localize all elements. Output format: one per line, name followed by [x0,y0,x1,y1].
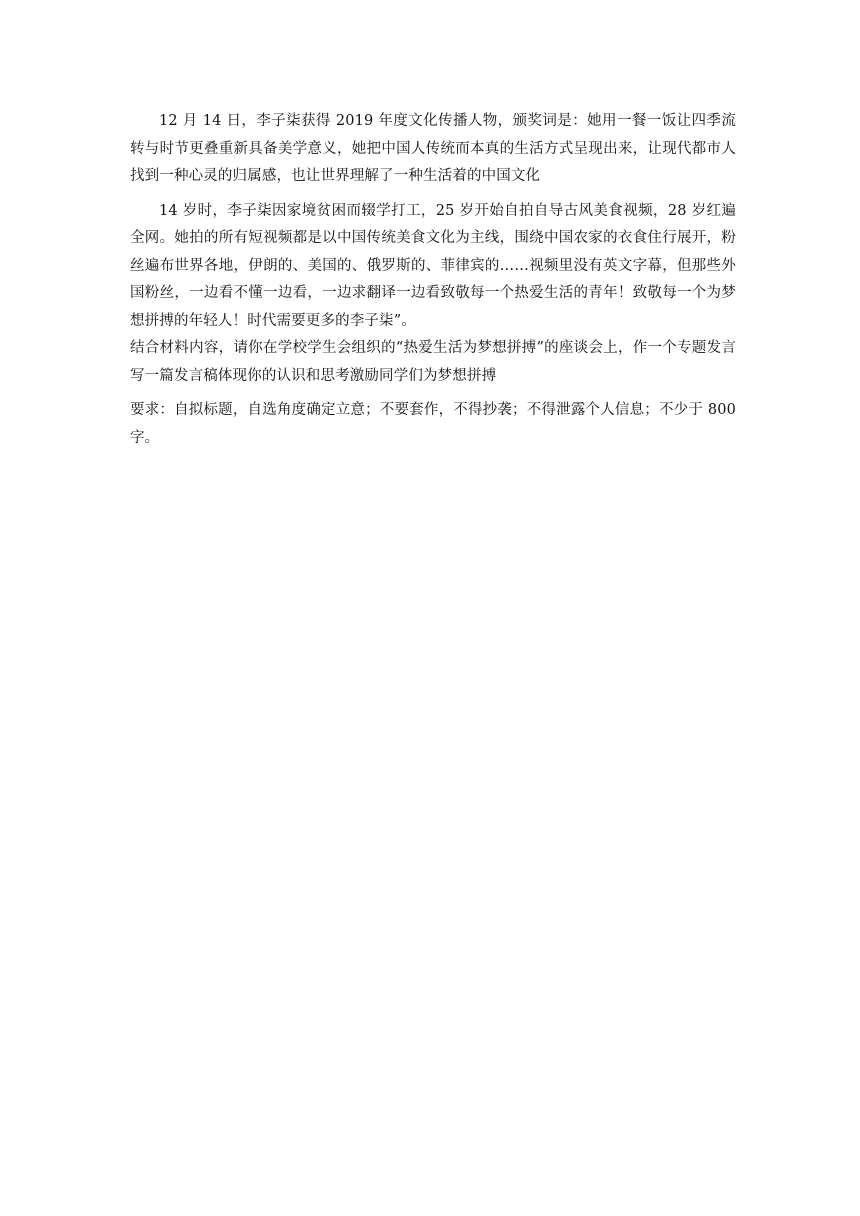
paragraph-spacer [130,191,736,198]
document-body [130,108,736,452]
writing-prompt: 结合材料内容，请你在学校学生会组织的“热爱生活为梦想拼搏”的座谈会上，作一个专题发言写一篇发言稿体现你的认识和思考激励同学们为梦想拼搏 [130,340,736,384]
material-paragraph-biography: 14 岁时，李子柒因家境贫困而辍学打工，25 岁开始自拍自导古风美食视频，28 岁红遍全网。她拍的所有短视频都是以中国传统美食文化为主线，围绕中国农家的衣食住行展开，粉丝遍布世界各地，伊朗的、美国的、俄罗斯的、菲律宾的……视频里没有英文字幕，但那些外国粉丝，一边看不懂一边看，一边求翻译一边看致敬每一个热爱生活的青年！致敬每一个为梦想拼搏的年轻人！时代需要更多的李子柒”。 [130,202,736,329]
material-paragraph-award: 12 月 14 日，李子柒获得 2019 年度文化传播人物，颁奖词是：她用一餐一饭让四季流转与时节更叠重新具备美学意义，她把中国人传统而本真的生活方式呈现出来，让现代都市人找到一种心灵的归属感，也让世界理解了一种生活着的中国文化 [130,113,736,184]
writing-requirements: 要求：自拟标题，自选角度确定立意；不要套作，不得抄袭；不得泄露个人信息；不少于 800 字。 [130,402,736,446]
paragraph-spacer [130,390,736,397]
